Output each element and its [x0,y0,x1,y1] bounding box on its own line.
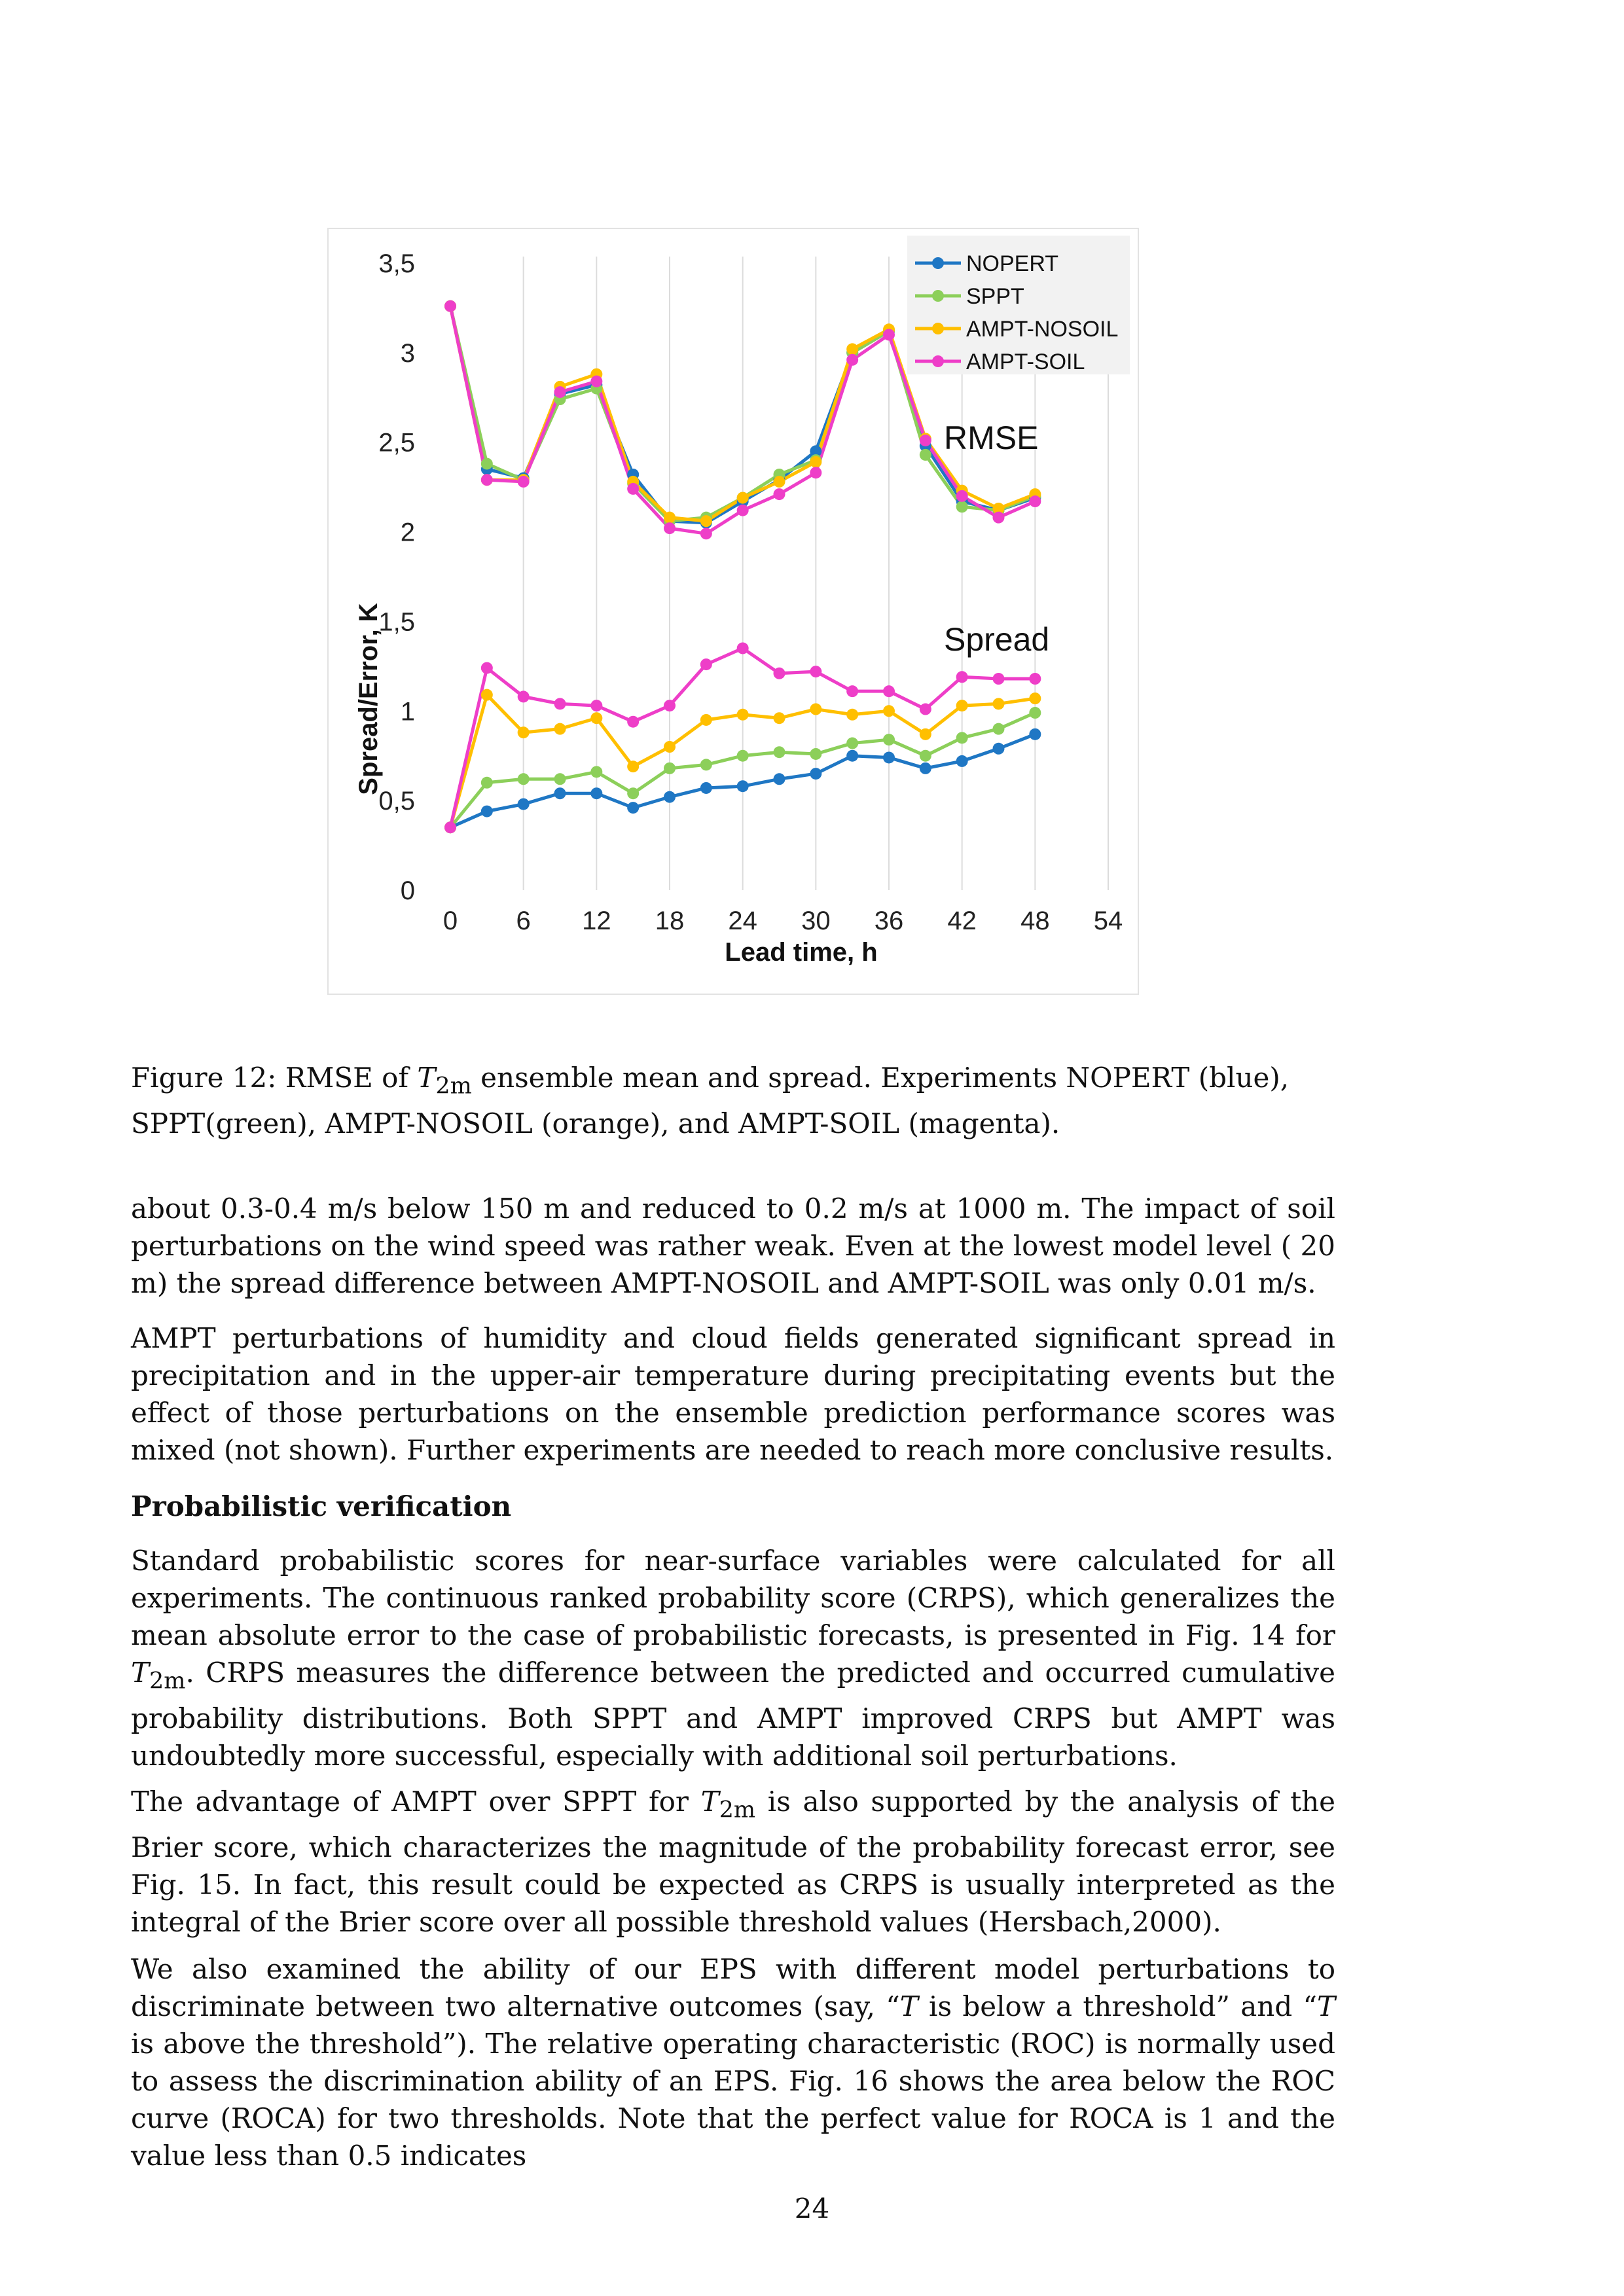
paragraph-5-text-c: is above the threshold”). The relative operating characteristic (ROC) is normally used to assess the discrimination ability of an EPS. Fig. 16 shows the area below the ROC curve (ROCA) for two thresholds. Note that the perfect value for ROCA is 1 and the value less than 0.5 indicates [131,2028,1335,2172]
ampt-soil-rmse-point [993,512,1005,524]
nopert-spread-point [993,743,1005,755]
ampt-soil-spread-point [554,698,566,709]
x-axis-label: Lead time, h [725,938,878,967]
y-tick-label: 2,5 [378,428,415,457]
y-tick-label: 0 [400,876,415,905]
paragraph-3-text-a: Standard probabilistic scores for near-surface variables were calculated for all experiments. The continuous ranked probability score (CRPS), which generalizes the mean absolute error to the case of probabilistic forecasts, is presented in Fig. 14 for [131,1545,1335,1651]
sppt-rmse-point [481,458,493,470]
y-tick-label: 0,5 [378,787,415,816]
ampt-nosoil-spread-point [1029,692,1041,704]
ampt-soil-spread-point [627,716,639,728]
ampt-soil-rmse-point [810,467,821,478]
x-tick-label: 18 [655,906,685,935]
ampt-nosoil-spread-point [481,689,493,701]
ampt-nosoil-spread-point [590,712,602,724]
rmse-spread-chart [329,229,1140,996]
ampt-soil-rmse-point [774,488,785,500]
ampt-nosoil-spread-point [627,761,639,772]
figure-caption [131,1059,1335,1143]
x-tick-label: 42 [947,906,977,935]
ampt-soil-spread-point [920,704,931,715]
sppt-spread-point [846,738,858,749]
ampt-nosoil-rmse-point [846,343,858,355]
nopert-spread-point [810,768,821,780]
nopert-spread-point [700,782,712,794]
nopert-spread-point [774,773,785,785]
sppt-rmse-point [956,501,968,512]
paragraph-4-text-b: is also supported by the analysis of the Brier score, which characterizes the magnitude of the probability forecast error, see Fig. 15. In fact, this result could be expected as CRPS is usually interpreted as the integral of the Brier score over all possible threshold values (Hersbach,2000). [131,1785,1335,1939]
ampt-soil-spread-point [590,700,602,711]
legend-swatch-marker [932,323,944,334]
ampt-soil-spread-point [518,691,530,702]
legend-swatch-marker [932,257,944,269]
sppt-spread-point [554,773,566,785]
paragraph-3 [131,1542,1335,1774]
paragraph-3-text-b: . CRPS measures the difference between the predicted and occurred cumulative probability distributions. Both SPPT and AMPT improved CRPS but AMPT was undoubtedly more successful, especially with additional soil perturbations. [131,1657,1335,1772]
ampt-soil-rmse-point [1029,495,1041,507]
ampt-soil-rmse-point [737,505,749,516]
sppt-spread-point [883,734,895,745]
y-tick-label: 1 [400,697,415,726]
x-tick-label: 48 [1020,906,1050,935]
caption-label: Figure 12: [131,1062,277,1094]
ampt-soil-spread-point [481,662,493,674]
sppt-rmse-point [920,449,931,461]
ampt-nosoil-spread-point [846,709,858,721]
paragraph-4-text-a: The advantage of AMPT over SPPT for [131,1785,701,1818]
nopert-spread-point [590,787,602,799]
y-tick-label: 2 [400,518,415,547]
ampt-soil-rmse-point [444,300,456,312]
x-tick-label: 24 [728,906,757,935]
ampt-soil-spread-point [444,821,456,833]
ampt-nosoil-spread-point [883,705,895,717]
ampt-soil-rmse-point [956,490,968,502]
paragraph-4 [131,1783,1335,1941]
page-number: 24 [794,2193,830,2225]
ampt-nosoil-rmse-point [810,456,821,468]
ampt-soil-rmse-point [590,376,602,387]
ampt-nosoil-rmse-point [774,476,785,488]
ampt-soil-rmse-point [846,354,858,366]
legend-swatch-marker [932,290,944,302]
ampt-soil-spread-point [737,642,749,654]
paragraph-5-text-b: is below a threshold” and “ [918,1990,1317,2022]
ampt-nosoil-rmse-point [700,515,712,527]
sppt-spread-point [518,773,530,785]
t-var: T [899,1990,918,2022]
paragraph-2: AMPT perturbations of humidity and cloud fields generated significant spread in precipitation and in the upper-air temperature during precipitating events but the effect of those perturbations on the ensemble prediction performance scores was mixed (not shown). Further experiments are needed to reach more conclusive results. [131,1322,1335,1466]
nopert-spread-point [846,750,858,762]
legend-swatch-marker [932,355,944,367]
ampt-nosoil-spread-point [518,726,530,738]
t2m-var: T [131,1657,150,1689]
ampt-nosoil-spread-point [810,704,821,715]
ampt-soil-spread-point [883,685,895,697]
ampt-soil-spread-point [810,666,821,677]
sppt-spread-point [481,777,493,789]
ampt-soil-spread-point [700,658,712,670]
ampt-nosoil-spread-point [737,709,749,721]
ampt-soil-rmse-point [518,476,530,488]
x-tick-label: 54 [1093,906,1123,935]
sppt-spread-point [627,787,639,799]
ampt-soil-rmse-point [481,474,493,486]
caption-var: T [417,1062,436,1094]
sppt-spread-point [920,750,931,762]
ampt-nosoil-rmse-point [737,492,749,504]
x-tick-label: 36 [874,906,904,935]
annotation-rmse: RMSE [944,420,1039,456]
legend-entry: SPPT [966,284,1024,309]
sppt-spread-point [956,732,968,744]
ampt-soil-rmse-point [920,435,931,446]
sppt-spread-point [774,746,785,758]
nopert-spread-point [664,791,676,803]
ampt-nosoil-spread-point [700,714,712,726]
chart-legend [907,236,1130,374]
t-var: T [1317,1990,1336,2022]
y-tick-label: 3 [400,338,415,368]
ampt-soil-spread-point [956,671,968,683]
sppt-spread-point [590,766,602,778]
nopert-spread-point [518,798,530,810]
x-tick-label: 30 [801,906,831,935]
figure-12 [327,228,1139,995]
ampt-soil-rmse-point [883,329,895,340]
ampt-soil-spread-point [774,668,785,679]
ampt-soil-spread-point [846,685,858,697]
sppt-spread-point [737,750,749,762]
ampt-nosoil-spread-point [554,723,566,735]
sppt-spread-point [810,748,821,760]
nopert-spread-point [1029,728,1041,740]
nopert-spread-point [481,806,493,817]
legend-entry: AMPT-NOSOIL [966,317,1119,342]
ampt-nosoil-rmse-point [664,512,676,524]
x-tick-label: 6 [516,906,531,935]
section-heading: Probabilistic verification [131,1490,512,1522]
y-axis-label: Spread/Error, K [354,603,383,795]
t2m-sub: 2m [719,1797,756,1823]
paragraph-1: about 0.3-0.4 m/s below 150 m and reduced to 0.2 m/s at 1000 m. The impact of soil perturbations on the wind speed was rather weak. Even at the lowest model level ( 20 m) the spread difference between AMPT-NOSOIL and AMPT-SOIL was only 0.01 m/s. [131,1193,1335,1299]
ampt-soil-rmse-point [700,528,712,539]
x-tick-label: 12 [582,906,611,935]
ampt-soil-rmse-point [664,522,676,534]
ampt-nosoil-spread-point [774,712,785,724]
nopert-spread-point [554,787,566,799]
nopert-spread-point [920,762,931,774]
nopert-spread-point [737,780,749,792]
ampt-nosoil-spread-point [920,728,931,740]
nopert-spread-point [883,751,895,763]
caption-text-1: RMSE of [276,1062,418,1094]
ampt-nosoil-spread-point [664,741,676,753]
legend-entry: NOPERT [966,251,1059,276]
caption-text-2: ensemble mean and spread. Experiments NOPERT (blue), SPPT(green), AMPT-NOSOIL (orange), and AMPT-SOIL (magenta). [131,1062,1290,1140]
ampt-nosoil-spread-point [993,698,1005,709]
caption-var-sub: 2m [435,1073,472,1100]
sppt-spread-point [700,759,712,770]
sppt-spread-point [993,723,1005,735]
t2m-var: T [700,1785,719,1818]
ampt-soil-spread-point [1029,673,1041,685]
legend-entry: AMPT-SOIL [966,350,1085,374]
sppt-spread-point [664,762,676,774]
ampt-soil-rmse-point [627,483,639,495]
ampt-soil-spread-point [993,673,1005,685]
y-tick-label: 1,5 [378,607,415,637]
y-tick-label: 3,5 [378,249,415,278]
nopert-spread-point [627,802,639,814]
nopert-spread-point [956,755,968,767]
ampt-nosoil-spread-point [956,700,968,711]
paragraph-5 [131,1950,1335,2174]
annotation-spread: Spread [944,621,1050,658]
paragraph-5-text-a: We also examined the ability of our EPS with different model perturbations to discriminate between two alternative outcomes (say, “ [131,1953,1335,2022]
x-tick-label: 0 [442,906,458,935]
sppt-spread-point [1029,707,1041,719]
t2m-sub: 2m [149,1668,186,1695]
ampt-soil-rmse-point [554,386,566,398]
ampt-soil-spread-point [664,700,676,711]
